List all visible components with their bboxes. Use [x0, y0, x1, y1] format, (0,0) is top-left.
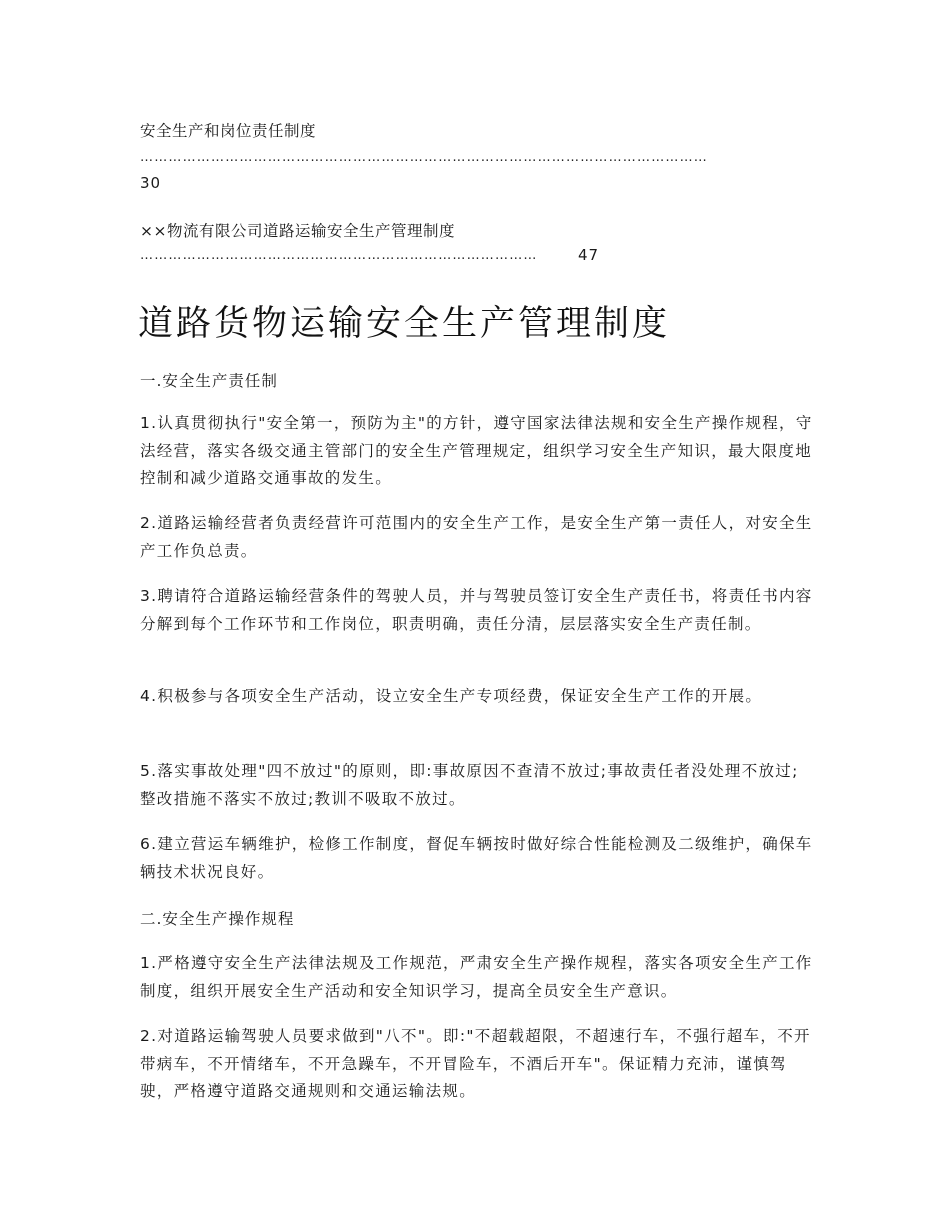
toc-page-number[interactable]: 30	[140, 174, 162, 192]
section-heading: 一.安全生产责任制	[140, 372, 278, 390]
paragraph: 1.严格遵守安全生产法律法规及工作规范，严肃安全生产操作规程，落实各项安全生产工作制度，组织开展安全生产活动和安全知识学习，提高全员安全生产意识。	[140, 954, 813, 1000]
toc-entry-title[interactable]: ××物流有限公司道路运输安全生产管理制度	[140, 222, 455, 240]
toc-entry-title[interactable]: 安全生产和岗位责任制度	[140, 122, 317, 140]
paragraph: 6.建立营运车辆维护，检修工作制度，督促车辆按时做好综合性能检测及二级维护，确保车辆技术状况良好。	[140, 835, 813, 881]
paragraph: 1.认真贯彻执行"安全第一，预防为主"的方针，遵守国家法律法规和安全生产操作规程，守法经营，落实各级交通主管部门的安全生产管理规定，组织学习安全生产知识，最大限度地控制和减少道路交通事故的发生。	[140, 414, 813, 487]
section-heading: 二.安全生产操作规程	[140, 910, 295, 928]
paragraph: 4.积极参与各项安全生产活动，设立安全生产专项经费，保证安全生产工作的开展。	[140, 687, 763, 705]
toc-leader-dots: …………………………………………………………………………………………………………	[140, 150, 708, 165]
toc-page-number[interactable]: 47	[578, 246, 600, 264]
paragraph: 2.对道路运输驾驶人员要求做到"八不"。即:"不超载超限，不超速行车，不强行超车，不开带病车，不开情绪车，不开急躁车，不开冒险车，不酒后开车"。保证精力充沛，谨慎驾驶，严格遵守道路交通规则和交通运输法规。	[140, 1027, 811, 1100]
paragraph: 5.落实事故处理"四不放过"的原则，即:事故原因不查清不放过;事故责任者没处理不放过;整改措施不落实不放过;教训不吸取不放过。	[140, 762, 799, 808]
toc-leader-dots: …………………………………………………………………………	[140, 248, 538, 263]
paragraph: 2.道路运输经营者负责经营许可范围内的安全生产工作，是安全生产第一责任人，对安全生产工作负总责。	[140, 514, 813, 560]
paragraph: 3.聘请符合道路运输经营条件的驾驶人员，并与驾驶员签订安全生产责任书，将责任书内容分解到每个工作环节和工作岗位，职责明确，责任分清，层层落实安全生产责任制。	[140, 587, 813, 633]
page-title: 道路货物运输安全生产管理制度	[138, 304, 671, 344]
